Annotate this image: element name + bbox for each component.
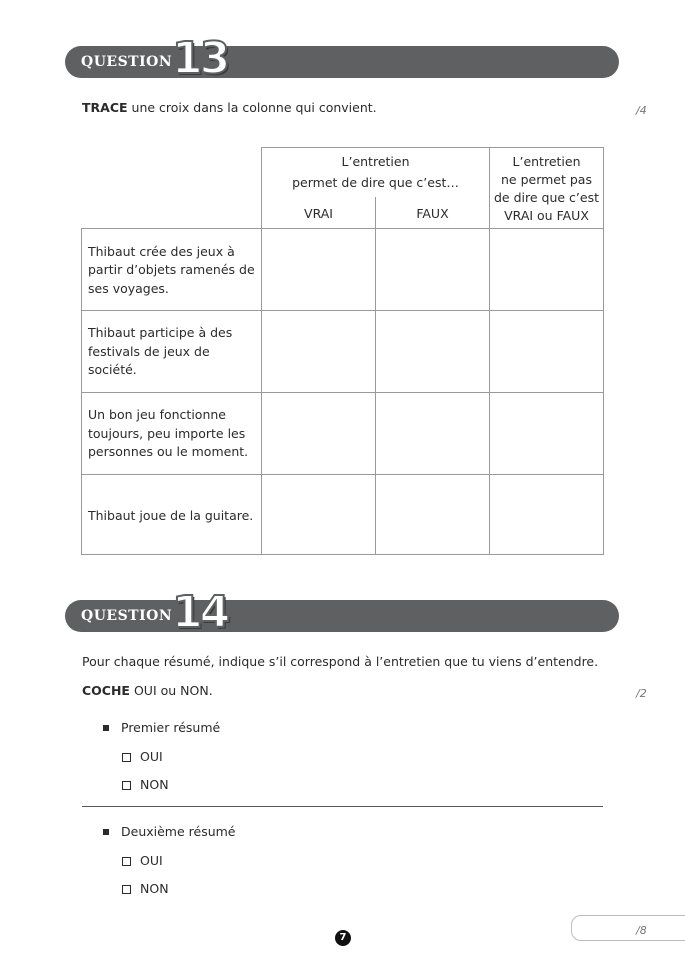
total-score-box <box>571 915 685 941</box>
question-label: QUESTION <box>81 54 173 70</box>
checkbox-label: NON <box>140 881 169 896</box>
row-text-line: toujours, peu importe les <box>88 426 246 441</box>
answer-cell-unknown[interactable] <box>489 310 604 393</box>
row-text-line: ses voyages. <box>88 281 169 296</box>
question-14-banner <box>65 587 619 638</box>
question-number: 14 <box>172 587 228 638</box>
third-header-line1: L’entretien <box>512 154 581 169</box>
bullet-square <box>103 829 109 835</box>
checkbox-label: OUI <box>140 853 163 868</box>
question-13-banner <box>65 33 619 84</box>
q13-score: /4 <box>636 104 647 117</box>
instruction-verb: COCHE <box>82 683 130 698</box>
q14-instruction <box>82 683 213 699</box>
third-header-line3: de dire que c’est <box>493 190 599 205</box>
group-header-line1: L’entretien <box>341 154 410 169</box>
checkbox-label: NON <box>140 777 169 792</box>
q14-intro: Pour chaque résumé, indique s’il correspond à l’entretien que tu viens d’entendre. <box>82 654 599 669</box>
answer-cell-vrai[interactable] <box>261 474 376 555</box>
group-header-line2: permet de dire que c’est… <box>292 175 459 190</box>
row-text-line: partir d’objets ramenés de <box>88 262 255 277</box>
answer-cell-vrai[interactable] <box>261 228 376 311</box>
third-header-line2: ne permet pas <box>501 172 592 187</box>
answer-cell-unknown[interactable] <box>489 474 604 555</box>
row-text-line: Un bon jeu fonctionne <box>88 407 226 422</box>
checkbox-icon[interactable] <box>122 857 131 866</box>
total-score: /8 <box>636 924 647 937</box>
checkbox-label: OUI <box>140 749 163 764</box>
answer-cell-unknown[interactable] <box>489 392 604 475</box>
instruction-text: une croix dans la colonne qui convient. <box>127 100 377 115</box>
checkbox-icon[interactable] <box>122 753 131 762</box>
row-text-line: Thibaut participe à des <box>88 325 233 340</box>
answer-cell-vrai[interactable] <box>261 310 376 393</box>
answer-cell-unknown[interactable] <box>489 228 604 311</box>
page-number-badge: 7 <box>335 930 351 946</box>
section-divider <box>82 806 603 807</box>
row-text-line: personnes ou le moment. <box>88 444 249 459</box>
bullet-square <box>103 725 109 731</box>
row-text-line: Thibaut crée des jeux à <box>88 244 235 259</box>
row-text-line: Thibaut joue de la guitare. <box>88 508 254 523</box>
answer-cell-faux[interactable] <box>375 392 490 475</box>
answer-cell-faux[interactable] <box>375 228 490 311</box>
question-label: QUESTION <box>81 608 173 624</box>
instruction-text: OUI ou NON. <box>129 683 213 698</box>
instruction-verb: TRACE <box>82 100 128 115</box>
checkbox-icon[interactable] <box>122 781 131 790</box>
row-text-line: société. <box>88 362 137 377</box>
answer-cell-faux[interactable] <box>375 474 490 555</box>
q13-instruction <box>82 100 377 116</box>
q14-score: /2 <box>636 687 647 700</box>
answer-cell-faux[interactable] <box>375 310 490 393</box>
summary-title: Premier résumé <box>121 720 221 735</box>
third-header-line4: VRAI ou FAUX <box>504 208 589 223</box>
row-text-line: festivals de jeux de <box>88 344 210 359</box>
question-number: 13 <box>172 33 228 84</box>
summary-title: Deuxième résumé <box>121 824 236 839</box>
checkbox-icon[interactable] <box>122 885 131 894</box>
col-vrai-header: VRAI <box>304 206 333 221</box>
answer-cell-vrai[interactable] <box>261 392 376 475</box>
col-faux-header: FAUX <box>416 206 449 221</box>
